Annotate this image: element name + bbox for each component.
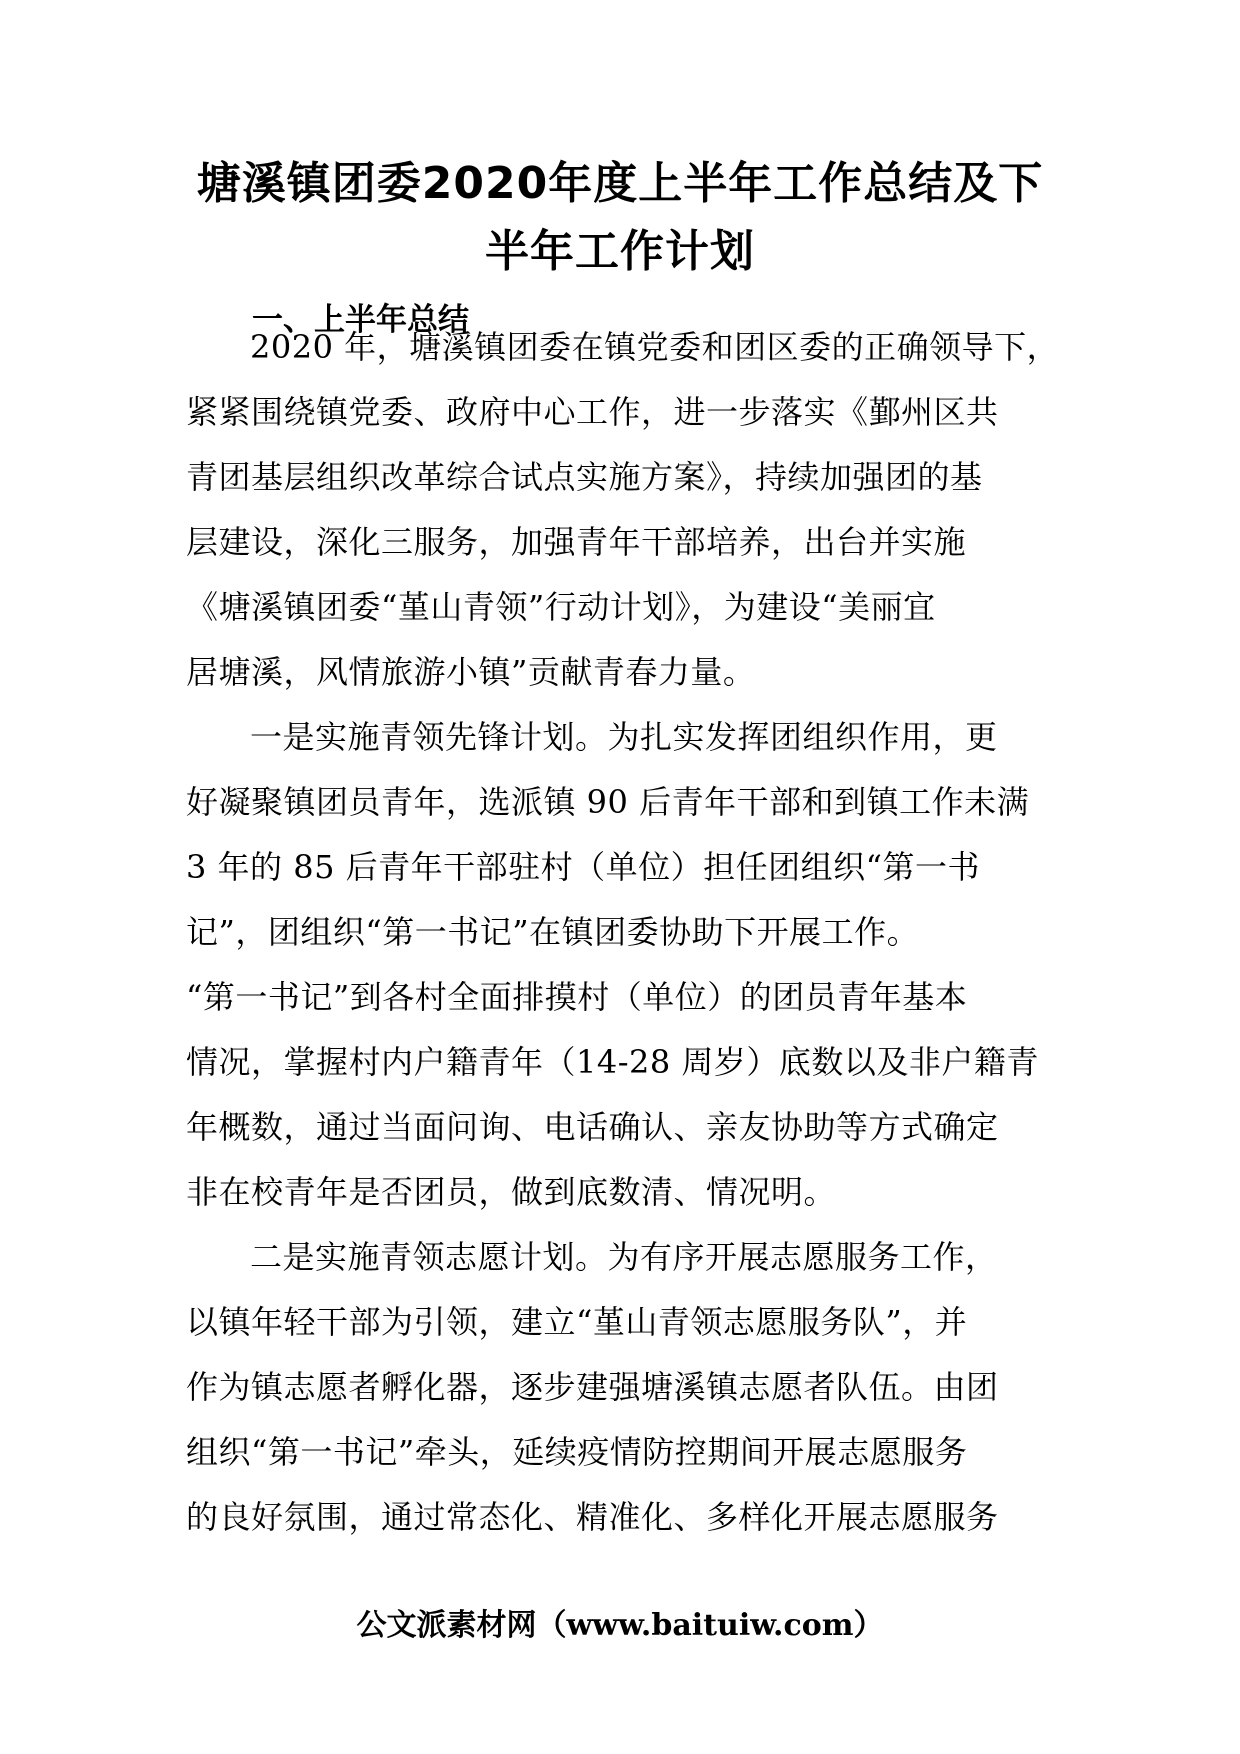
paragraph-line: 2020 年，塘溪镇团委在镇党委和团区委的正确领导下， (250, 328, 1060, 366)
paragraph-line: 非在校青年是否团员，做到底数清、情况明。 (186, 1173, 837, 1211)
section-heading: 一、上半年总结 (252, 302, 469, 338)
paragraph-volunteer-plan (186, 1225, 1066, 1550)
paragraph-line: 以镇年轻干部为引领，建立“堇山青领志愿服务队”，并 (186, 1303, 968, 1341)
paragraph-pioneer-plan (186, 705, 1066, 1225)
document-title (150, 150, 1090, 286)
paragraph-line: 作为镇志愿者孵化器，逐步建强塘溪镇志愿者队伍。由团 (186, 1368, 999, 1406)
paragraph-line: 好凝聚镇团员青年，选派镇 90 后青年干部和到镇工作未满 (186, 783, 1030, 821)
paragraph-line: 组织“第一书记”牵头，延续疫情防控期间开展志愿服务 (186, 1433, 968, 1471)
paragraph-line: 层建设，深化三服务，加强青年干部培养，出台并实施 (186, 523, 967, 561)
paragraph-line: “第一书记”到各村全面排摸村（单位）的团员青年基本 (186, 978, 968, 1016)
paragraph-line: 3 年的 85 后青年干部驻村（单位）担任团组织“第一书 (186, 848, 980, 886)
paragraph-line: 居塘溪，风情旅游小镇”贡献青春力量。 (186, 653, 756, 691)
title-line-1: 塘溪镇团委2020年度上半年工作总结及下 (196, 158, 1044, 209)
paragraph-line: 青团基层组织改革综合试点实施方案》，持续加强团的基 (186, 458, 983, 496)
paragraph-line: 记”，团组织“第一书记”在镇团委协助下开展工作。 (186, 913, 920, 951)
paragraph-line: 二是实施青领志愿计划。为有序开展志愿服务工作， (250, 1238, 998, 1276)
paragraph-line: 紧紧围绕镇党委、政府中心工作，进一步落实《鄞州区共 (186, 393, 999, 431)
paragraph-line: 《塘溪镇团委“堇山青领”行动计划》，为建设“美丽宜 (186, 588, 936, 626)
paragraph-line: 一是实施青领先锋计划。为扎实发挥团组织作用，更 (250, 718, 998, 756)
paragraph-line: 情况，掌握村内户籍青年（14-28 周岁）底数以及非户籍青 (186, 1043, 1039, 1081)
paragraph-intro (186, 315, 1066, 705)
paragraph-line: 年概数，通过当面问询、电话确认、亲友协助等方式确定 (186, 1108, 999, 1146)
footer-source: 公文派素材网（www.baituiw.com） (356, 1608, 884, 1643)
title-line-2: 半年工作计划 (485, 226, 755, 277)
paragraph-line: 的良好氛围，通过常态化、精准化、多样化开展志愿服务 (186, 1498, 999, 1536)
